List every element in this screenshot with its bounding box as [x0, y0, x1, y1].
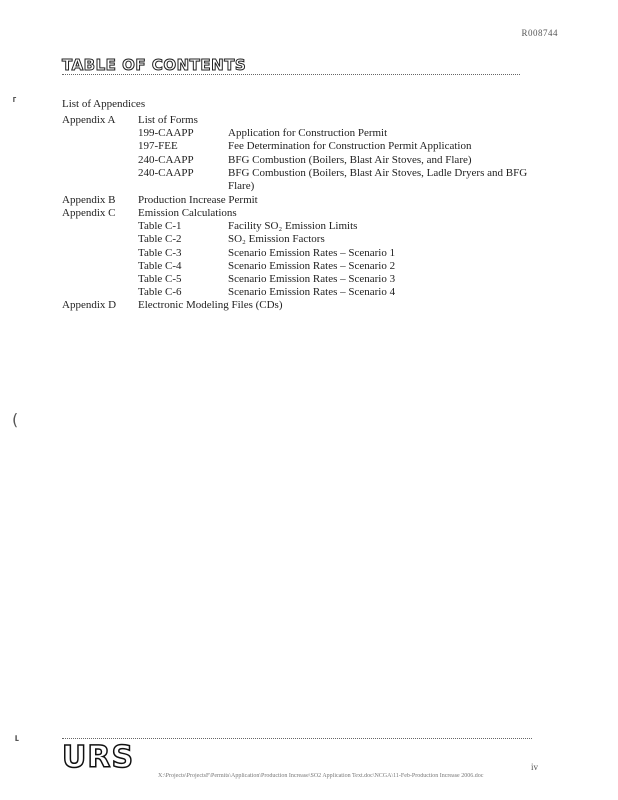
item-code: 240-CAAPP	[138, 153, 194, 166]
item-code: Table C-6	[138, 286, 182, 299]
title-divider	[62, 74, 520, 75]
list-item	[62, 247, 542, 260]
item-code: 199-CAAPP	[138, 127, 194, 140]
appendix-list	[62, 114, 542, 312]
page-number: iv	[530, 762, 538, 772]
item-code: 240-CAAPP	[138, 166, 194, 179]
item-description: BFG Combustion (Boilers, Blast Air Stoves, Ladle Dryers and BFG Flare)	[228, 166, 528, 192]
list-heading: List of Appendices	[62, 98, 146, 110]
margin-mark-top: ⸢	[12, 96, 18, 112]
margin-mark-middle: (	[12, 410, 19, 429]
list-item	[62, 140, 542, 153]
item-description: Scenario Emission Rates – Scenario 4	[228, 286, 396, 299]
item-code: 197-FEE	[138, 140, 178, 153]
appendix-title: Emission Calculations	[138, 206, 237, 219]
page-title: TABLE OF CONTENTS	[62, 56, 247, 74]
document-id: R008744	[521, 28, 558, 38]
urs-logo: URS	[62, 740, 135, 775]
item-description: Scenario Emission Rates – Scenario 2	[228, 259, 396, 272]
list-item	[62, 299, 542, 312]
appendix-label: Appendix D	[62, 299, 117, 312]
item-code: Table C-4	[138, 259, 182, 272]
appendix-label: Appendix C	[62, 206, 116, 219]
item-description: SO₂ Emission Factors	[228, 233, 325, 246]
list-item	[62, 154, 542, 167]
footer-divider	[62, 738, 532, 739]
footer-file-path: X:\Projects\ProjectsF\Permits\Application\Production Increase\SO2 Application Text.doc\NCGA\11-Feb-Production Increase 2006.doc	[158, 773, 484, 779]
item-code: Table C-5	[138, 272, 182, 285]
list-item	[62, 286, 542, 299]
appendix-label: Appendix A	[62, 114, 116, 126]
item-description: Scenario Emission Rates – Scenario 1	[228, 246, 396, 259]
item-description: Fee Determination for Construction Permit Application	[228, 140, 472, 153]
item-description: Scenario Emission Rates – Scenario 3	[228, 272, 396, 285]
list-item	[62, 167, 542, 194]
appendix-label: Appendix B	[62, 193, 116, 206]
list-item	[62, 273, 542, 286]
item-code: Table C-2	[138, 233, 182, 246]
margin-mark-bottom: ⸤	[14, 724, 21, 743]
appendix-title: Production Increase Permit	[138, 193, 258, 206]
item-description: BFG Combustion (Boilers, Blast Air Stoves, and Flare)	[228, 153, 472, 166]
list-item	[62, 220, 542, 233]
list-item	[62, 207, 542, 220]
list-item	[62, 194, 542, 207]
appendix-title: Electronic Modeling Files (CDs)	[138, 299, 283, 312]
item-description: Application for Construction Permit	[228, 127, 388, 140]
item-code: Table C-1	[138, 220, 182, 233]
item-description: Facility SO₂ Emission Limits	[228, 220, 358, 233]
list-item	[62, 114, 542, 127]
appendix-title: List of Forms	[138, 114, 198, 126]
list-item	[62, 127, 542, 140]
item-code: Table C-3	[138, 246, 182, 259]
list-item	[62, 260, 542, 273]
list-item	[62, 233, 542, 246]
